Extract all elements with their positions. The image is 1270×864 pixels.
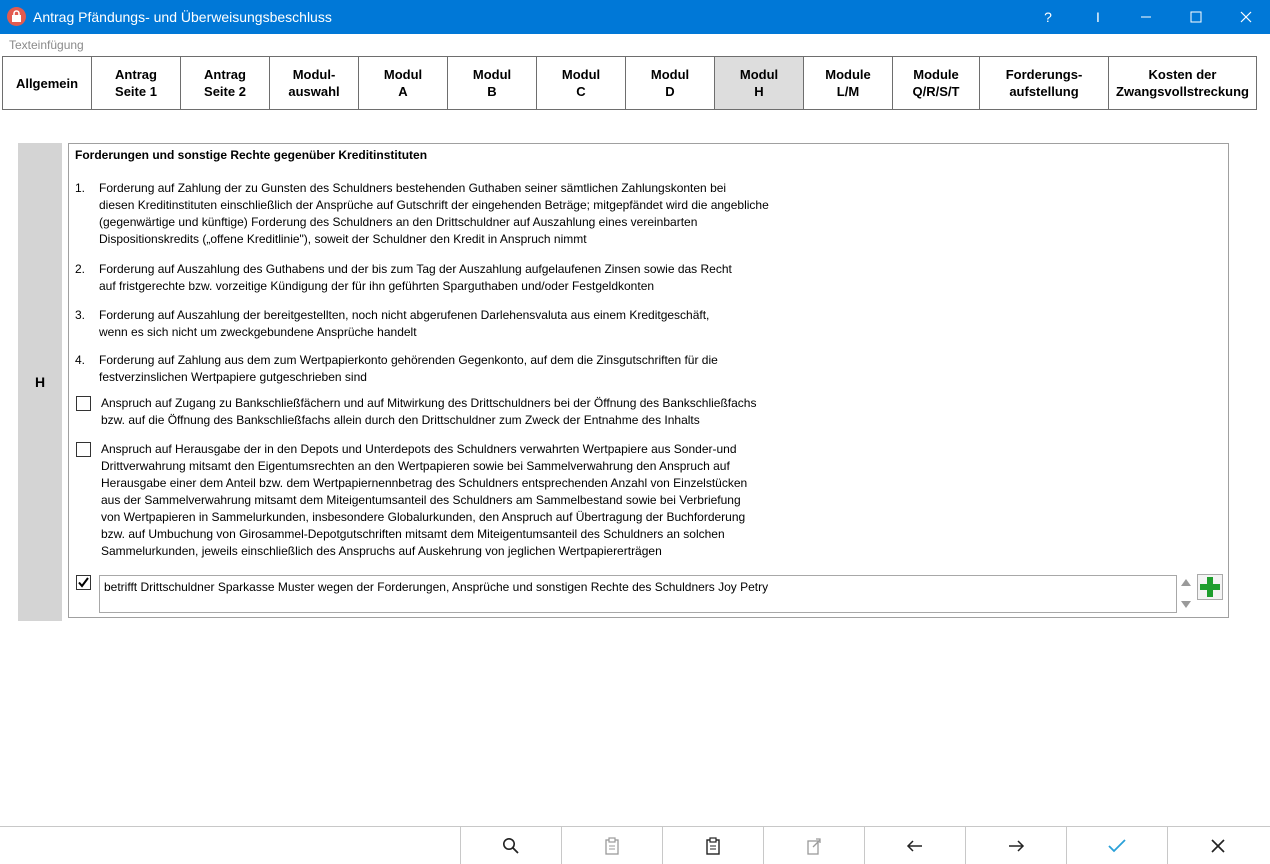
note-scrollbar[interactable] — [1179, 575, 1193, 613]
note-textarea[interactable]: betrifft Drittschuldner Sparkasse Muster wegen der Forderungen, Ansprüche und sonstigen Rechte des Schuldners Joy Petry — [99, 575, 1177, 613]
arrow-right-icon — [1007, 839, 1025, 853]
tab-modul-d[interactable]: Modul D — [625, 56, 715, 110]
tab-module-l-m[interactable]: Module L/M — [803, 56, 893, 110]
tab-modul-a[interactable]: Modul A — [358, 56, 448, 110]
tab-modul-b[interactable]: Modul B — [447, 56, 537, 110]
section-panel: Forderungen und sonstige Rechte gegenüber Kreditinstituten 1. Forderung auf Zahlung der zu Gunsten des Schuldners bestehenden Guthaben seiner sämtlichen Zahlungskonten bei diesen Kreditinstituten einschließlich der Ansprüche auf Gutschrift der eingehenden Beträge; mitgepfändet wird die angebliche (gegenwärtige und künftige) Forderung des Schuldners an den Drittschuldner auf Auszahlung eines vereinbarten Dispositionskredits („offene Kreditlinie"), soweit der Schuldner den Kredit in Anspruch nimmt 2. Forderung auf Auszahlung des Guthabens und der bis zum Tag der Auszahlung aufgelaufenen Zinsen sowie das Recht auf fristgerechte bzw. vorzeitige Kündigung der für ihn geführten Sparguthaben und/oder Festgeldkonten 3. Forderung auf Auszahlung der bereitgestellten, noch nicht abgerufenen Darlehensvaluta aus einem Kreditgeschäft, wenn es sich nicht um zweckgebundene Ansprüche handelt 4. Forderung auf Zahlung aus dem zum Wertpapierkonto gehörenden Gegenkonto, auf dem die Zinsgutschriften für die festverzinslichen Wertpapiere gutgeschrieben sind Anspruch auf Zugang zu Bankschließfächern und auf Mitwirkung des Drittschuldners bei der Öffnung des Bankschließfachs bzw. auf die Öffnung des Bankschließfachs allein durch den Drittschuldner zum Zweck der Entnahme des Inhalts Anspruch auf Herausgabe der in den Depots und Unterdepots des Schuldners verwahrten Wertpapiere aus Sonder-und Drittverwahrung mitsamt den Eigentumsrechten an den Wertpapieren sowie bei Sammelverwahrung den Anspruch auf Herausgabe einer dem Anteil bzw. dem Wertpapiernennbetrag des Schuldners entsprechenden Anzahl von Einzelstücken aus der Sammelverwahrung mitsamt dem Miteigentumsanteil des Schuldners am Sammelbestand sowie bei Verbriefung von Wertpapieren in Sammelurkunden, insbesondere Globalurkunden, den Anspruch auf Übertragung der Buchforderung bzw. auf Umbuchung von Girosammel-Depotgutschriften mitsamt dem Miteigentumsanteil des Schuldners an solchen Sammelurkunden, jeweils einschließlich des Anspruchs auf Auskehrung von jeglichen Wertpapiererträgen betrifft Drittschuldner Sparkasse Muster wegen der Forderungen, Ansprüche und sonstigen Rechte des Schuldners Joy Petry — [68, 143, 1229, 618]
check-icon — [77, 576, 90, 589]
window-title: Antrag Pfändungs- und Überweisungsbeschluss — [33, 9, 332, 25]
bottom-toolbar — [0, 826, 1270, 864]
plus-icon — [1198, 575, 1222, 599]
help-button[interactable]: ? — [1044, 9, 1052, 25]
back-button[interactable] — [864, 827, 965, 864]
close-window-button[interactable] — [1222, 0, 1270, 34]
export-button[interactable] — [763, 827, 864, 864]
checkbox-wertpapiere[interactable] — [76, 442, 91, 457]
clipboard-button[interactable] — [662, 827, 763, 864]
clipboard-icon — [604, 837, 620, 855]
paste-button[interactable] — [561, 827, 662, 864]
tab-allgemein[interactable]: Allgemein — [2, 56, 92, 110]
forward-button[interactable] — [965, 827, 1066, 864]
cursor-icon: I — [1096, 9, 1100, 25]
note-row — [69, 574, 1228, 616]
arrow-left-icon — [906, 839, 924, 853]
checkbox-bankschliessfach[interactable] — [76, 396, 91, 411]
tab-forderungsaufstellung[interactable]: Forderungs- aufstellung — [979, 56, 1109, 110]
check-icon — [1107, 838, 1127, 854]
cancel-button[interactable] — [1167, 827, 1268, 864]
tab-modul-auswahl[interactable]: Modul- auswahl — [269, 56, 359, 110]
tab-modul-h[interactable]: Modul H — [714, 56, 804, 110]
add-text-button[interactable] — [1197, 574, 1223, 600]
search-icon — [502, 837, 520, 855]
minimize-button[interactable] — [1122, 0, 1170, 34]
close-icon — [1210, 838, 1226, 854]
scroll-up-icon[interactable] — [1181, 579, 1191, 586]
clipboard-dark-icon — [705, 837, 721, 855]
search-button[interactable] — [460, 827, 561, 864]
menu-texteinfuegung[interactable]: Texteinfügung — [9, 38, 84, 52]
tab-modul-c[interactable]: Modul C — [536, 56, 626, 110]
tab-kosten-zwangsvollstreckung[interactable]: Kosten der Zwangsvollstreckung — [1108, 56, 1257, 110]
export-icon — [806, 837, 822, 855]
confirm-button[interactable] — [1066, 827, 1167, 864]
scroll-down-icon[interactable] — [1181, 601, 1191, 608]
tab-antrag-seite-1[interactable]: Antrag Seite 1 — [91, 56, 181, 110]
tab-bar — [2, 56, 1257, 110]
section-letter: H — [18, 143, 62, 621]
lock-icon — [7, 7, 26, 26]
tab-module-q-r-s-t[interactable]: Module Q/R/S/T — [892, 56, 980, 110]
maximize-button[interactable] — [1172, 0, 1220, 34]
tab-antrag-seite-2[interactable]: Antrag Seite 2 — [180, 56, 270, 110]
title-bar — [0, 0, 1270, 34]
checkbox-note[interactable] — [76, 575, 91, 590]
section-title: Forderungen und sonstige Rechte gegenüber Kreditinstituten — [75, 148, 428, 162]
